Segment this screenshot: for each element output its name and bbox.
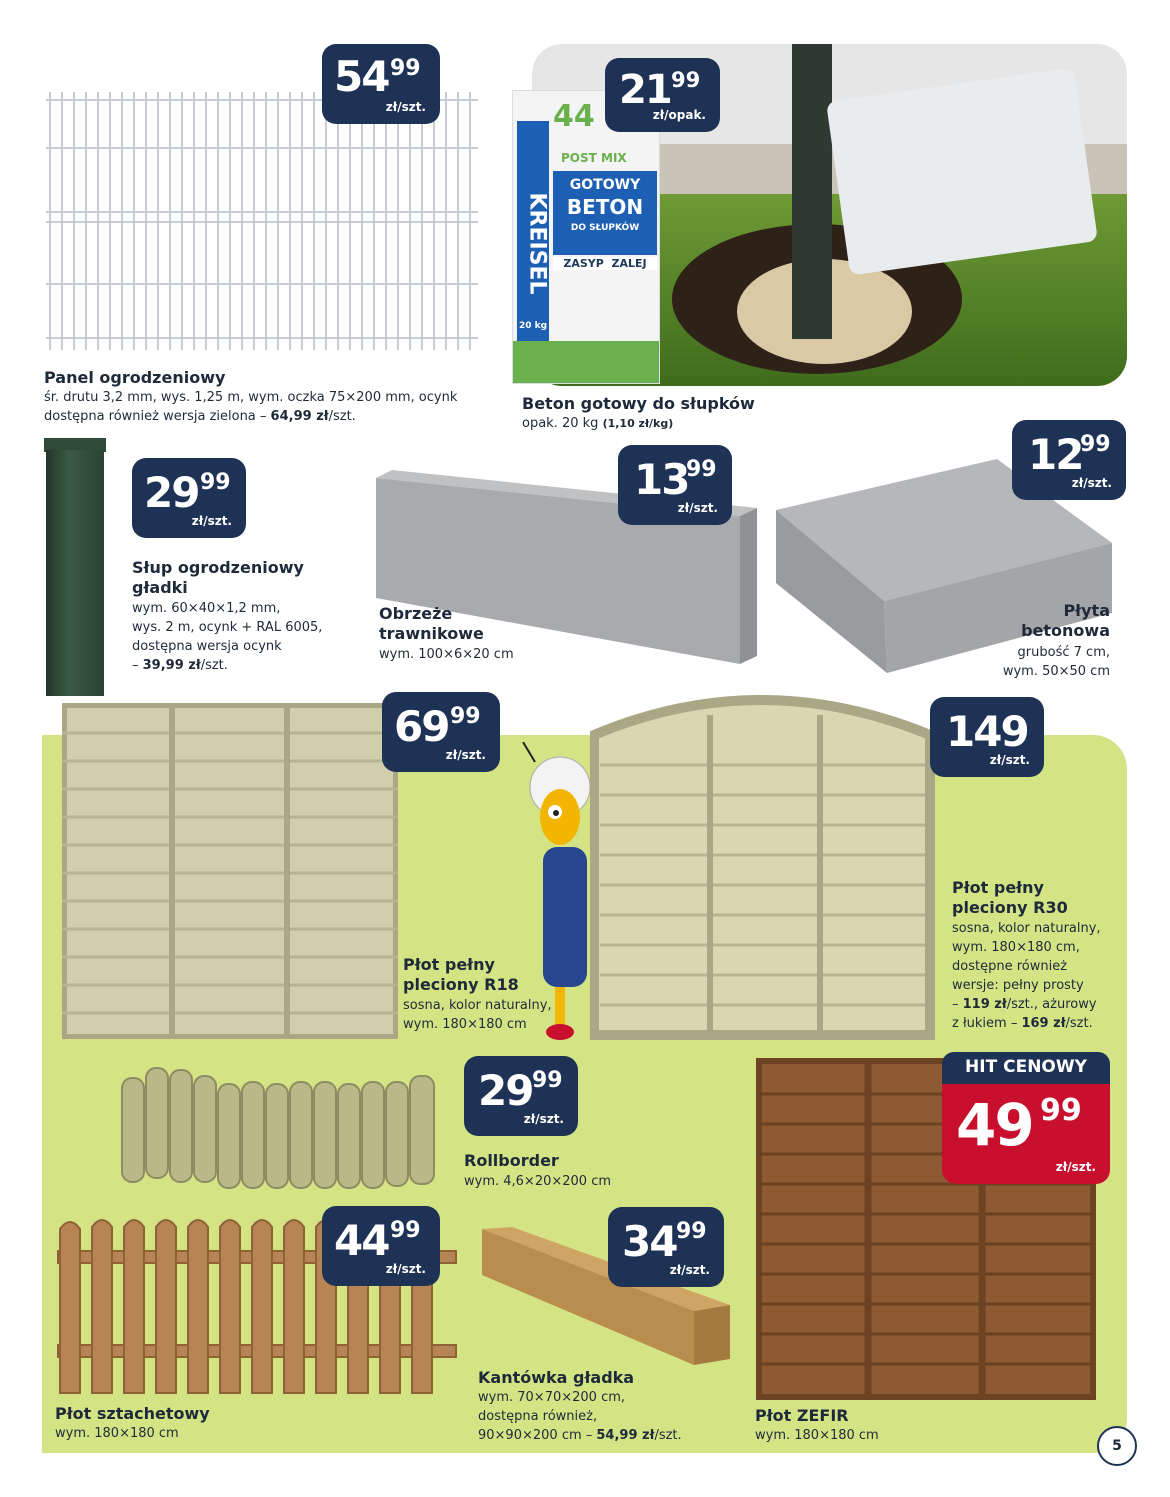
price-tag-zefir: 49 99 zł/szt. xyxy=(942,1084,1110,1184)
product-title-zefir: Płot ZEFIR xyxy=(755,1406,849,1425)
product-title-sztachetowy: Płot sztachetowy xyxy=(55,1404,210,1423)
product-title-slup: Słup ogrodzeniowy gładki xyxy=(132,558,304,597)
price-tag-slup: 29 99 zł/szt. xyxy=(132,458,246,538)
product-desc-rollborder: wym. 4,6×20×200 cm xyxy=(464,1174,612,1189)
price-tag-rollborder: 29 99 zł/szt. xyxy=(464,1056,578,1136)
product-desc-sztachetowy: wym. 180×180 cm xyxy=(55,1426,179,1441)
product-title-rollborder: Rollborder xyxy=(464,1151,559,1170)
product-desc-slup: wym. 60×40×1,2 mm, wys. 2 m, ocynk + RAL 6005, dostępna wersja ocynk – 39,99 zł/szt. xyxy=(132,601,323,673)
beton-bag: 44 POST MIX KREISEL GOTOWY BETON DO SŁUPKÓW ZASYP ZALEJ 20 kg xyxy=(512,90,660,384)
rollborder-image xyxy=(118,1060,440,1192)
price-tag-r18: 69 99 zł/szt. xyxy=(382,692,500,772)
bag-right xyxy=(826,67,1098,275)
post-body xyxy=(46,450,104,696)
product-title-obrzeze: Obrzeże trawnikowe xyxy=(379,604,484,643)
fence-post-image xyxy=(44,438,106,696)
fence-r30-image xyxy=(590,695,935,1040)
hit-cenowy-badge: HIT CENOWY xyxy=(942,1052,1110,1084)
fence-panel-image xyxy=(42,88,482,353)
product-title-r18: Płot pełny pleciony R18 xyxy=(403,955,519,994)
price-tag-panel: 54 99 zł/szt. xyxy=(322,44,440,124)
product-title-plyta: Płyta betonowa xyxy=(1021,601,1110,640)
product-title-panel: Panel ogrodzeniowy xyxy=(44,368,226,387)
fence-post xyxy=(792,44,832,339)
page-number: 5 xyxy=(1097,1426,1137,1466)
price-tag-sztachetowy: 44 99 zł/szt. xyxy=(322,1206,440,1286)
product-desc-zefir: wym. 180×180 cm xyxy=(755,1428,879,1443)
price-tag-obrzeze: 13 99 zł/szt. xyxy=(618,445,732,525)
product-title-kantowka: Kantówka gładka xyxy=(478,1368,635,1387)
product-desc-r18: sosna, kolor naturalny, wym. 180×180 cm xyxy=(403,998,552,1032)
ant-mascot xyxy=(515,742,600,1042)
bag-green-base xyxy=(513,341,659,383)
product-desc-kantowka: wym. 70×70×200 cm, dostępna również, 90×90×200 cm – 54,99 zł/szt. xyxy=(478,1390,682,1443)
price-tag-r30: 149 zł/szt. xyxy=(930,697,1044,777)
product-title-r30: Płot pełny pleciony R30 xyxy=(952,878,1068,917)
price-tag-plyta: 12 99 zł/szt. xyxy=(1012,420,1126,500)
product-desc-beton: opak. 20 kg (1,10 zł/kg) xyxy=(522,416,674,431)
price-tag-beton: 21 99 zł/opak. xyxy=(605,58,720,132)
price-tag-kantowka: 34 99 zł/szt. xyxy=(608,1207,724,1287)
product-title-beton: Beton gotowy do słupków xyxy=(522,394,755,413)
fence-r18-image xyxy=(62,703,398,1039)
product-desc-plyta: grubość 7 cm, wym. 50×50 cm xyxy=(1002,645,1110,679)
product-desc-panel: śr. drutu 3,2 mm, wys. 1,25 m, wym. oczka 75×200 mm, ocynk dostępna również wersja zielona – 64,99 zł/szt. xyxy=(44,390,458,424)
product-desc-obrzeze: wym. 100×6×20 cm xyxy=(379,647,514,662)
product-desc-r30: sosna, kolor naturalny, wym. 180×180 cm, dostępne również wersje: pełny prosty – 119 zł/szt., ażurowy z łukiem – 169 zł/szt. xyxy=(952,921,1101,1031)
